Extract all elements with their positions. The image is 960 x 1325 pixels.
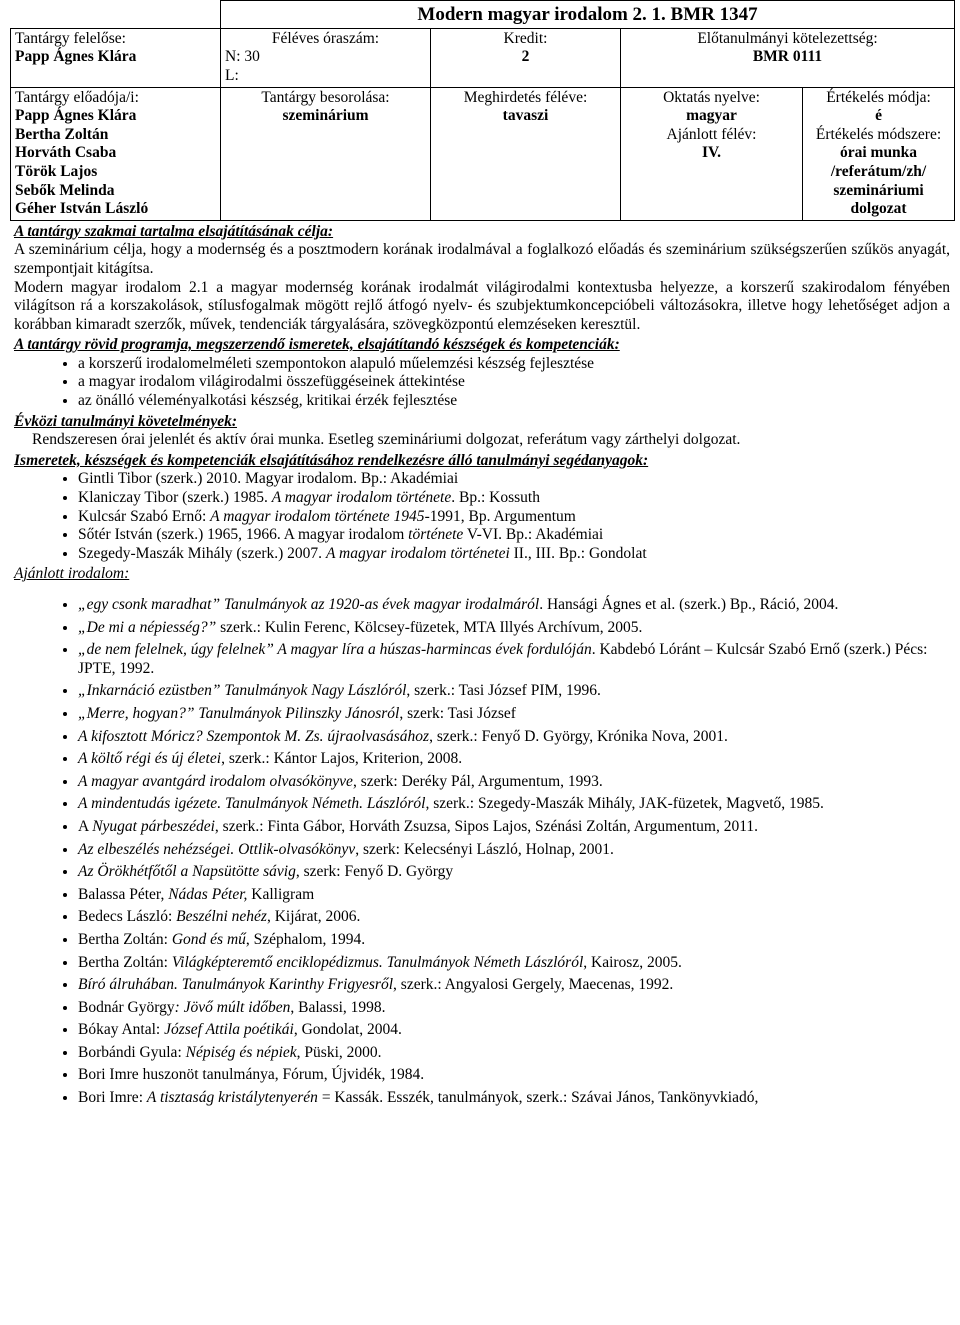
- program-item: • a korszerű irodalomelméleti szempontokon alapuló műelemzési készség fejlesztése: [78, 355, 950, 374]
- program-item: • az önálló véleményalkotási készség, kritikai érzék fejlesztése: [78, 392, 950, 411]
- program-item: • a magyar irodalom világirodalmi összefüggéseinek áttekintése: [78, 373, 950, 392]
- reading-item: • Bertha Zoltán: Gond és mű, Széphalom, 1994.: [78, 931, 950, 950]
- document-body: [10, 223, 954, 1108]
- language-value: magyar: [686, 107, 737, 125]
- assessment-method-line: szemináriumi: [833, 181, 924, 199]
- reading-item: • A magyar avantgárd irodalom olvasókönyve, szerk: Deréky Pál, Argumentum, 1993.: [78, 773, 950, 792]
- recommended-reading-list: [14, 596, 950, 1108]
- reading-item: • Borbándi Gyula: Népiség és népiek, Püski, 2000.: [78, 1044, 950, 1063]
- lecturer-name: Papp Ágnes Klára: [15, 107, 137, 125]
- goal-paragraph-2: Modern magyar irodalom 2.1 a magyar modernség korának irodalmát világirodalmi kontextusba helyezze, a korszerű szakirodalom fényében világítson rá a korszakolások, stílusfogalmak mögött rejlő átfogó nyelv- és szubjektumkoncepcióbeli változásokra, illetve hogy lehetőséget adjon a korábban kimaradt szerzők, művek, tendenciák tárgyalására, szövegközpontú elemzéseken keresztül.: [14, 278, 950, 333]
- materials-item: • Szegedy-Maszák Mihály (szerk.) 2007. A magyar irodalom történetei II., III. Bp.: Gondolat: [78, 545, 950, 564]
- reading-item: • „Inkarnáció ezüstben” Tanulmányok Nagy Lászlóról, szerk.: Tasi József PIM, 1996.: [78, 682, 950, 701]
- reading-item: • A kifosztott Móricz? Szempontok M. Zs. újraolvasásához, szerk.: Fenyő D. György, Krónika Nova, 2001.: [78, 728, 950, 747]
- goal-paragraph-1: A szeminárium célja, hogy a modernség és a posztmodern korának irodalmával a foglalkozó előadás és szeminárium szükségszerűen szűkös anyagát, szempontjait kitágítsa.: [14, 241, 950, 277]
- hours-label: Féléves óraszám:: [271, 29, 380, 47]
- recommended-semester-label: Ajánlott félév:: [666, 125, 757, 143]
- reading-item: • „de nem felelnek, úgy felelnek” A magyar líra a húszas-harmincas évek fordulóján. Kabdebó Lóránt – Kulcsár Szabó Ernő (szerk.) Pécs: JPTE, 1992.: [78, 641, 950, 678]
- lecturer-name: Sebők Melinda: [15, 181, 115, 199]
- classification-label: Tantárgy besorolása:: [261, 88, 390, 106]
- reading-item: • Bedecs László: Beszélni nehéz, Kijárat, 2006.: [78, 908, 950, 927]
- materials-heading: Ismeretek, készségek és kompetenciák elsajátításához rendelkezésre álló tanulmányi segédanyagok:: [14, 451, 649, 469]
- recommended-reading-heading: Ajánlott irodalom:: [14, 565, 130, 583]
- credit-value: 2: [521, 48, 530, 66]
- lecturer-name: Horváth Csaba: [15, 144, 117, 162]
- assessment-method-line: dolgozat: [850, 200, 907, 218]
- lecturers-list: [15, 107, 216, 219]
- assessment-mode-label: Értékelés módja:: [826, 88, 931, 106]
- prerequisite-label: Előtanulmányi kötelezettség:: [697, 29, 878, 47]
- reading-item: • A költő régi és új életei, szerk.: Kántor Lajos, Kriterion, 2008.: [78, 750, 950, 769]
- reading-item: • Az elbeszélés nehézségei. Ottlik-olvasókönyv, szerk: Kelecsényi László, Holnap, 2001.: [78, 841, 950, 860]
- materials-item: • Kulcsár Szabó Ernő: A magyar irodalom története 1945-1991, Bp. Argumentum: [78, 508, 950, 527]
- reading-item: • Bertha Zoltán: Világképteremtő enciklopédizmus. Tanulmányok Németh Lászlóról, Kairosz, 2005.: [78, 954, 950, 973]
- assessment-method-line: órai munka: [839, 144, 918, 162]
- hours-cell: [221, 28, 431, 87]
- classification-value: szeminárium: [282, 107, 369, 125]
- reading-item: • Bori Imre huszonöt tanulmánya, Fórum, Újvidék, 1984.: [78, 1066, 950, 1085]
- reading-item: • Bodnár György: Jövő múlt időben, Balassi, 1998.: [78, 999, 950, 1018]
- reading-item: • Bókay Antal: József Attila poétikái, Gondolat, 2004.: [78, 1021, 950, 1040]
- reading-item: • „De mi a népiesség?” szerk.: Kulin Ferenc, Kölcsey-füzetek, MTA Illyés Archívum, 2005.: [78, 619, 950, 638]
- reading-item: • „Merre, hogyan?” Tanulmányok Pilinszky Jánosról, szerk: Tasi József: [78, 705, 950, 724]
- reading-item: • A Nyugat párbeszédei, szerk.: Finta Gábor, Horváth Zsuzsa, Sipos Lajos, Szénási Zoltán, Argumentum, 2011.: [78, 818, 950, 837]
- materials-item: • Gintli Tibor (szerk.) 2010. Magyar irodalom. Bp.: Akadémiai: [78, 470, 950, 489]
- requirements-heading: Évközi tanulmányi követelmények:: [14, 412, 238, 430]
- reading-item: • Balassa Péter, Nádas Péter, Kalligram: [78, 886, 950, 905]
- reading-item: • Bori Imre: A tisztaság kristálytenyerén = Kassák. Esszék, tanulmányok, szerk.: Szávai János, Tankönyvkiadó,: [78, 1089, 950, 1108]
- materials-list: [14, 470, 950, 563]
- assessment-method-label: Értékelés módszere:: [815, 125, 942, 143]
- semester-label: Meghirdetés féléve:: [463, 88, 588, 106]
- recommended-semester-value: IV.: [701, 144, 722, 162]
- hours-n: N: 30: [225, 48, 260, 66]
- reading-item: • Bíró álruhában. Tanulmányok Karinthy Frigyesről, szerk.: Angyalosi Gergely, Maecenas, 1992.: [78, 976, 950, 995]
- goal-heading: A tantárgy szakmai tartalma elsajátításának célja:: [14, 222, 334, 240]
- requirements-text: Rendszeresen órai jelenlét és aktív órai munka. Esetleg szemináriumi dolgozat, referátum vagy zárthelyi dolgozat.: [32, 431, 741, 449]
- semester-cell: [431, 87, 621, 220]
- credit-cell: [431, 28, 621, 87]
- responsible-label: Tantárgy felelőse:: [15, 29, 126, 47]
- assessment-cell: [803, 87, 955, 220]
- language-label: Oktatás nyelve:: [663, 88, 760, 106]
- prerequisite-cell: [621, 28, 955, 87]
- semester-value: tavaszi: [502, 107, 549, 125]
- classification-cell: [221, 87, 431, 220]
- lecturer-name: Géher István László: [15, 200, 149, 218]
- materials-item: • Sőtér István (szerk.) 1965, 1966. A magyar irodalom története V-VI. Bp.: Akadémiai: [78, 526, 950, 545]
- credit-label: Kredit:: [503, 29, 548, 47]
- program-heading: A tantárgy rövid programja, megszerzendő ismeretek, elsajátítandó készségek és kompetenciák:: [14, 336, 620, 354]
- course-header-table: [10, 0, 955, 221]
- lecturer-name: Török Lajos: [15, 162, 98, 180]
- reading-item: • Az Örökhétfőtől a Napsütötte sávig, szerk: Fenyő D. György: [78, 863, 950, 882]
- reading-item: • „egy csonk maradhat” Tanulmányok az 1920-as évek magyar irodalmáról. Hansági Ágnes et al. (szerk.) Bp., Ráció, 2004.: [78, 596, 950, 615]
- language-cell: [621, 87, 803, 220]
- responsible-value: Papp Ágnes Klára: [15, 48, 137, 66]
- reading-item: • A mindentudás igézete. Tanulmányok Németh. Lászlóról, szerk.: Szegedy-Maszák Mihály, JAK-füzetek, Magvető, 1985.: [78, 795, 950, 814]
- document-page: [10, 0, 954, 1108]
- assessment-method-line: /referátum/zh/: [830, 162, 927, 180]
- prerequisite-value: BMR 0111: [752, 48, 823, 66]
- program-list: [14, 355, 950, 411]
- hours-l: L:: [225, 66, 239, 84]
- materials-item: • Klaniczay Tibor (szerk.) 1985. A magyar irodalom története. Bp.: Kossuth: [78, 489, 950, 508]
- responsible-cell: [11, 28, 221, 87]
- assessment-mode-value: é: [875, 107, 882, 125]
- lecturers-cell: [11, 87, 221, 220]
- course-title: Modern magyar irodalom 2. 1. BMR 1347: [221, 1, 955, 29]
- lecturer-name: Bertha Zoltán: [15, 125, 109, 143]
- lecturers-label: Tantárgy előadója/i:: [15, 88, 139, 106]
